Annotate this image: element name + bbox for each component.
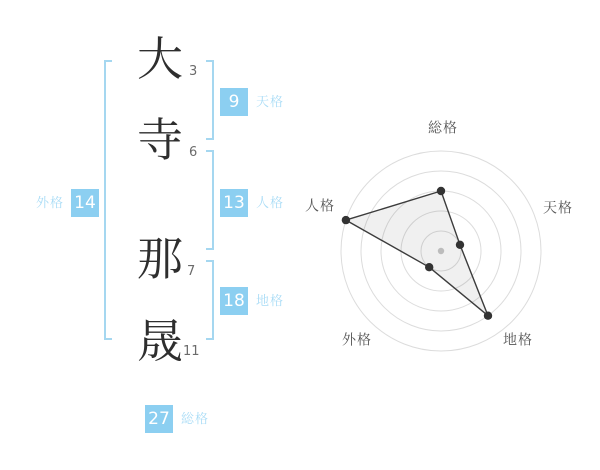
radar-data-point <box>437 187 445 195</box>
chikaku-label: 地格 <box>256 294 285 309</box>
radar-axis-label-4: 人格 <box>305 198 335 215</box>
jinkaku-value-badge: 13 <box>220 189 248 217</box>
radar-data-point <box>456 241 464 249</box>
name-character-2: 寺 <box>137 113 183 167</box>
radar-data-point <box>342 216 350 224</box>
stroke-count-4: 11 <box>183 344 200 359</box>
radar-data-point <box>425 263 433 271</box>
soukaku-value-badge: 27 <box>145 405 173 433</box>
radar-center-dot <box>438 248 444 254</box>
radar-axis-label-3: 外格 <box>342 332 372 349</box>
gaikaku-label: 外格 <box>36 196 65 211</box>
stroke-count-2: 6 <box>189 145 198 160</box>
gaikaku-value-badge: 14 <box>71 189 99 217</box>
jinkaku-label: 人格 <box>256 196 285 211</box>
tenkaku-label: 天格 <box>256 95 285 110</box>
bracket-jinkaku <box>206 150 214 250</box>
name-character-1: 大 <box>137 32 183 86</box>
soukaku-label: 総格 <box>181 412 210 427</box>
name-character-4: 晟 <box>137 314 183 368</box>
radar-axis-label-1: 天格 <box>543 200 573 217</box>
five-grid-radar-chart <box>291 101 591 401</box>
bracket-chikaku <box>206 260 214 340</box>
radar-chart-canvas <box>291 101 591 401</box>
bracket-gaikaku <box>104 60 112 340</box>
bracket-tenkaku <box>206 60 214 140</box>
stroke-count-1: 3 <box>189 64 198 79</box>
radar-data-point <box>484 312 492 320</box>
radar-axis-label-2: 地格 <box>503 332 533 349</box>
radar-data-polygon <box>346 191 488 316</box>
radar-axis-label-0: 総格 <box>428 120 458 137</box>
stroke-count-3: 7 <box>187 264 196 279</box>
name-character-3: 那 <box>137 232 183 286</box>
tenkaku-value-badge: 9 <box>220 88 248 116</box>
chikaku-value-badge: 18 <box>220 287 248 315</box>
